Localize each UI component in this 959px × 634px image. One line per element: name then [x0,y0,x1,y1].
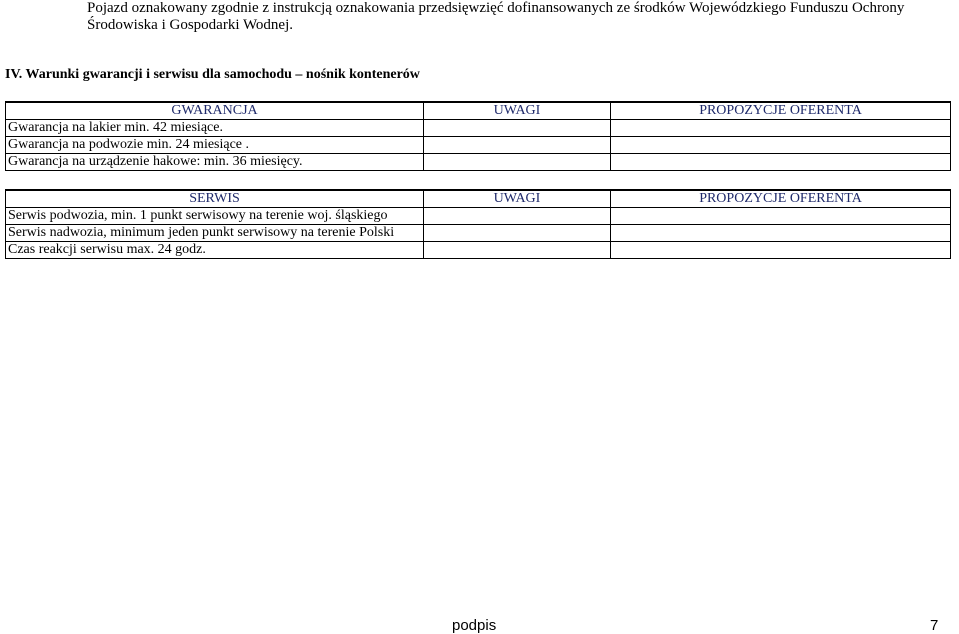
warranty-header-row [6,102,951,120]
warranty-cell-lakier: Gwarancja na lakier min. 42 miesiące. [6,120,424,137]
warranty-cell-propozycje [611,154,951,171]
warranty-header-propozycje: PROPOZYCJE OFERENTA [611,102,951,120]
service-header-serwis: SERWIS [6,190,424,208]
table-row [6,137,951,154]
service-header-uwagi: UWAGI [424,190,611,208]
service-cell-propozycje [611,208,951,225]
service-cell-podwozie: Serwis podwozia, min. 1 punkt serwisowy na terenie woj. śląskiego [6,208,424,225]
warranty-cell-podwozie: Gwarancja na podwozie min. 24 miesiące . [6,137,424,154]
service-cell-uwagi [424,242,611,259]
service-header-row [6,190,951,208]
warranty-cell-uwagi [424,154,611,171]
service-cell-nadwozie: Serwis nadwozia, minimum jeden punkt serwisowy na terenie Polski [6,225,424,242]
warranty-cell-propozycje [611,137,951,154]
intro-line-2: Środowiska i Gospodarki Wodnej. [87,17,294,33]
warranty-cell-hakowe: Gwarancja na urządzenie hakowe: min. 36 miesięcy. [6,154,424,171]
warranty-cell-propozycje [611,120,951,137]
service-cell-uwagi [424,208,611,225]
warranty-cell-uwagi [424,120,611,137]
intro-line-1: Pojazd oznakowany zgodnie z instrukcją oznakowania przedsięwzięć dofinansowanych ze środków Wojewódzkiego Funduszu Ochrony [87,0,905,16]
service-cell-uwagi [424,225,611,242]
page-number: 7 [930,617,939,634]
table-row [6,154,951,171]
service-table [5,189,951,259]
table-row [6,208,951,225]
signature-label: podpis [452,617,497,634]
warranty-cell-uwagi [424,137,611,154]
table-row [6,225,951,242]
table-row [6,120,951,137]
service-cell-propozycje [611,225,951,242]
service-cell-propozycje [611,242,951,259]
table-row [6,242,951,259]
warranty-header-gwarancja: GWARANCJA [6,102,424,120]
warranty-table [5,101,951,171]
intro-text [87,0,947,34]
warranty-header-uwagi: UWAGI [424,102,611,120]
service-header-propozycje: PROPOZYCJE OFERENTA [611,190,951,208]
section-title: IV. Warunki gwarancji i serwisu dla samochodu – nośnik kontenerów [5,67,420,82]
service-cell-reakcja: Czas reakcji serwisu max. 24 godz. [6,242,424,259]
